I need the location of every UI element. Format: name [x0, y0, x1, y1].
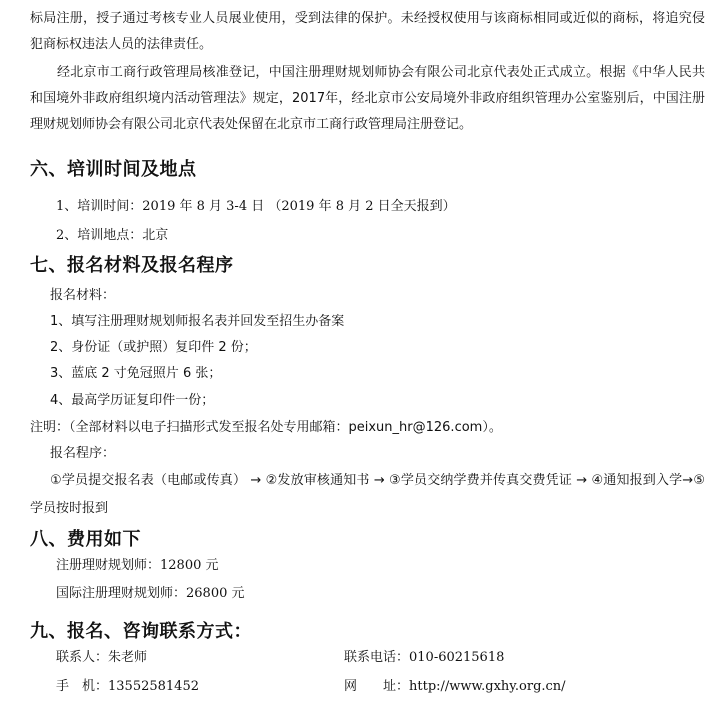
- intro-paragraph-1: 标局注册，授子通过考核专业人员展业使用，受到法律的保护。未经授权使用与该商标相同或近似的商标，将追究侵犯商标权违法人员的法律责任。: [30, 11, 705, 52]
- contact-phone: 联系电话：010-60215618: [344, 650, 505, 665]
- training-place: 2、培训地点：北京: [56, 228, 169, 243]
- material-item: 3、蓝底 2 寸免冠照片 6 张；: [50, 366, 222, 381]
- section-6-heading: 六、培训时间及地点: [30, 159, 197, 180]
- process-steps: ①学员提交报名表（电邮或传真） → ②发放审核通知书 → ③学员交纳学费并传真交费凭证 → ④通知报到入学→⑤学员按时报到: [30, 473, 705, 516]
- material-item: 2、身份证（或护照）复印件 2 份；: [50, 340, 257, 355]
- contact-mobile: 手 机：13552581452: [56, 679, 199, 694]
- fee-international-cfp: 国际注册理财规划师：26800 元: [56, 586, 245, 601]
- contact-website: 网 址：http://www.gxhy.org.cn/: [344, 679, 566, 694]
- process-label: 报名程序：: [50, 446, 116, 461]
- section-9-heading: 九、报名、咨询联系方式：: [30, 621, 252, 642]
- section-7-heading: 七、报名材料及报名程序: [30, 255, 234, 276]
- materials-label: 报名材料：: [50, 288, 116, 303]
- section-8-heading: 八、费用如下: [30, 529, 141, 550]
- material-item: 1、填写注册理财规划师报名表并回发至招生办备案: [50, 314, 345, 329]
- training-time: 1、培训时间：2019 年 8 月 3-4 日 （2019 年 8 月 2 日全天报到）: [56, 199, 456, 214]
- email-note: 注明：（全部材料以电子扫描形式发至报名处专用邮箱：peixun_hr@126.com）。: [30, 420, 502, 435]
- intro-paragraph-2: 经北京市工商行政管理局核准登记，中国注册理财规划师协会有限公司北京代表处正式成立。根据《中华人民共和国境外非政府组织境内活动管理法》规定，2017年，经北京市公安局境外非政府组织管理办公室鉴别后，中国注册理财规划师协会有限公司北京代表处保留在北京市工商行政管理局注册登记。: [30, 65, 705, 132]
- contact-person: 联系人：朱老师: [56, 650, 148, 665]
- fee-cfp: 注册理财规划师：12800 元: [56, 558, 219, 573]
- material-item: 4、最高学历证复印件一份；: [50, 393, 215, 408]
